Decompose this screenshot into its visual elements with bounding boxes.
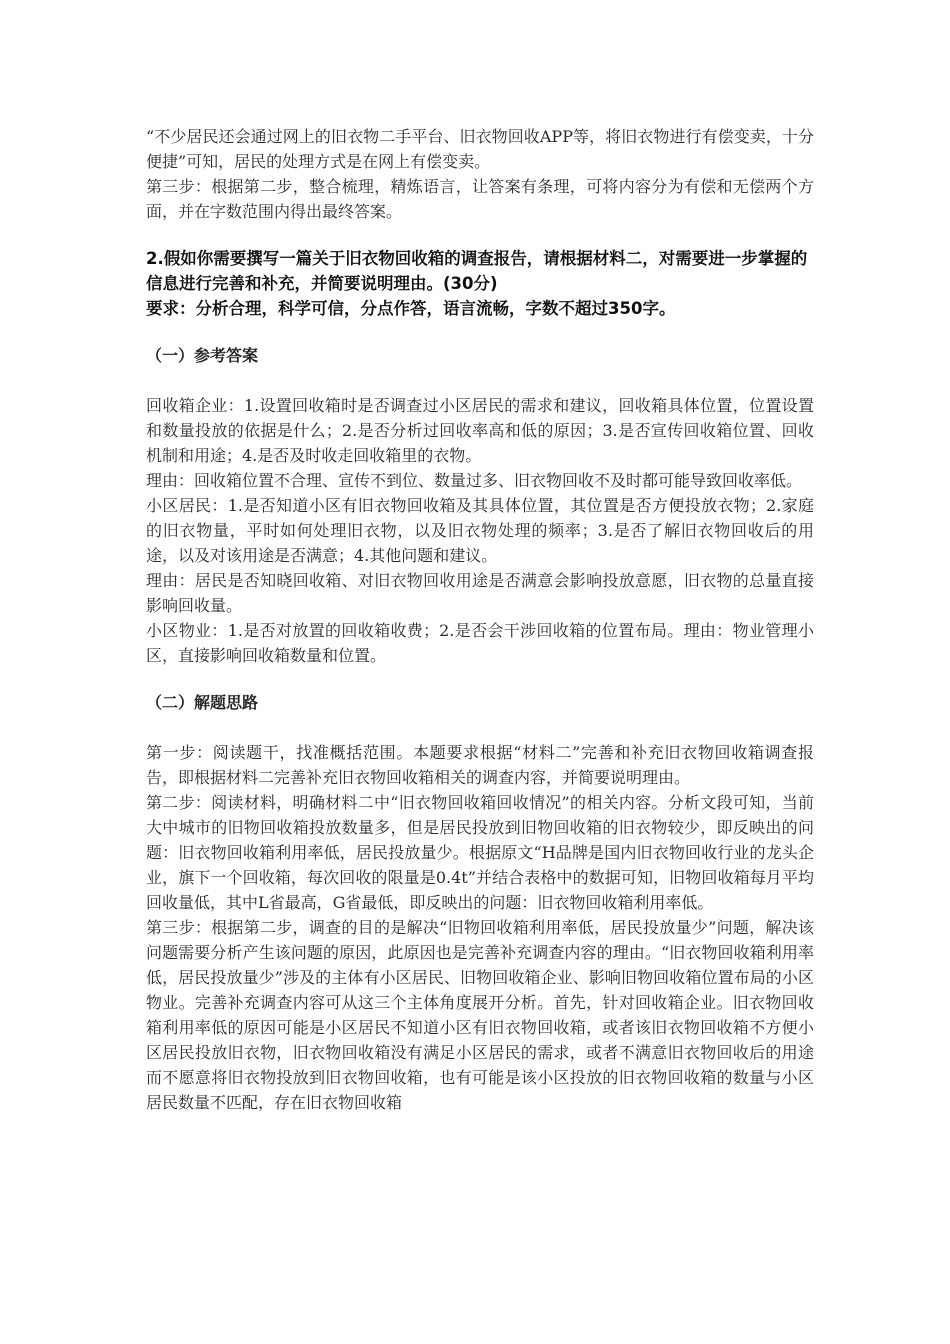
- spacer: [146, 224, 814, 246]
- answer-paragraph-property: 小区物业：1.是否对放置的回收箱收费；2.是否会干涉回收箱的位置布局。理由：物业管理小区，直接影响回收箱数量和位置。: [146, 621, 814, 665]
- spacer: [146, 668, 814, 690]
- answer-paragraph-enterprise-reason: 理由：回收箱位置不合理、宣传不到位、数量过多、旧衣物回收不及时都可能导致回收率低。: [146, 471, 803, 490]
- question-text: 2.假如你需要撰写一篇关于旧衣物回收箱的调查报告，请根据材料二，对需要进一步掌握的信息进行完善和补充，并简要说明理由。(30分): [146, 249, 808, 293]
- answer-paragraph-residents-reason: 理由：居民是否知晓回收箱、对旧衣物回收用途是否满意会影响投放意愿，旧衣物的总量直接影响回收量。: [146, 571, 814, 615]
- section-heading-answer: （一）参考答案: [146, 346, 259, 365]
- section-heading-approach: （二）解题思路: [146, 693, 259, 712]
- question-requirement: 要求：分析合理，科学可信，分点作答，语言流畅，字数不超过350字。: [146, 299, 676, 318]
- spacer: [146, 715, 814, 740]
- spacer: [146, 368, 814, 393]
- answer-paragraph-enterprise: 回收箱企业：1.设置回收箱时是否调查过小区居民的需求和建议，回收箱具体位置，位置设置和数量投放的依据是什么；2.是否分析过回收率高和低的原因；3.是否宣传回收箱位置、回收机制和用途；4.是否及时收走回收箱里的衣物。: [146, 396, 814, 465]
- answer-paragraph-residents: 小区居民：1.是否知道小区有旧衣物回收箱及其具体位置，其位置是否方便投放衣物；2.家庭的旧衣物量，平时如何处理旧衣物，以及旧衣物处理的频率；3.是否了解旧衣物回收后的用途，以及对该用途是否满意；4.其他问题和建议。: [146, 496, 814, 565]
- approach-step-2: 第二步：阅读材料，明确材料二中“旧衣物回收箱回收情况”的相关内容。分析文段可知，当前大中城市的旧物回收箱投放数量多，但是居民投放到旧物回收箱的旧衣物较少，即反映出的问题：旧衣物回收箱利用率低，居民投放量少。根据原文“H品牌是国内旧衣物回收行业的龙头企业，旗下一个回收箱，每次回收的限量是0.4t”并结合表格中的数据可知，旧物回收箱每月平均回收量低，其中L省最高，G省最低，即反映出的问题：旧衣物回收箱利用率低。: [146, 793, 814, 912]
- intro-paragraph-2: 第三步：根据第二步，整合梳理，精炼语言，让答案有条理，可将内容分为有偿和无偿两个方面，并在字数范围内得出最终答案。: [146, 177, 814, 221]
- intro-paragraph-1: “不少居民还会通过网上的旧衣物二手平台、旧衣物回收APP等，将旧衣物进行有偿变卖，十分便捷”可知，居民的处理方式是在网上有偿变卖。: [146, 127, 814, 171]
- spacer: [146, 321, 814, 343]
- approach-step-1: 第一步：阅读题干，找准概括范围。本题要求根据“材料二”完善和补充旧衣物回收箱调查报告，即根据材料二完善补充旧衣物回收箱相关的调查内容，并简要说明理由。: [146, 743, 814, 787]
- document-body: [146, 124, 814, 1115]
- approach-step-3: 第三步：根据第二步，调查的目的是解决“旧物回收箱利用率低，居民投放量少”问题，解决该问题需要分析产生该问题的原因，此原因也是完善补充调查内容的理由。“旧衣物回收箱利用率低，居民投放量少”涉及的主体有小区居民、旧物回收箱企业、影响旧物回收箱位置布局的小区物业。完善补充调查内容可从这三个主体角度展开分析。首先，针对回收箱企业。旧衣物回收箱利用率低的原因可能是小区居民不知道小区有旧衣物回收箱，或者该旧衣物回收箱不方便小区居民投放旧衣物，旧衣物回收箱没有满足小区居民的需求，或者不满意旧衣物回收后的用途而不愿意将旧衣物投放到旧衣物回收箱，也有可能是该小区投放的旧衣物回收箱的数量与小区居民数量不匹配，存在旧衣物回收箱: [146, 918, 814, 1112]
